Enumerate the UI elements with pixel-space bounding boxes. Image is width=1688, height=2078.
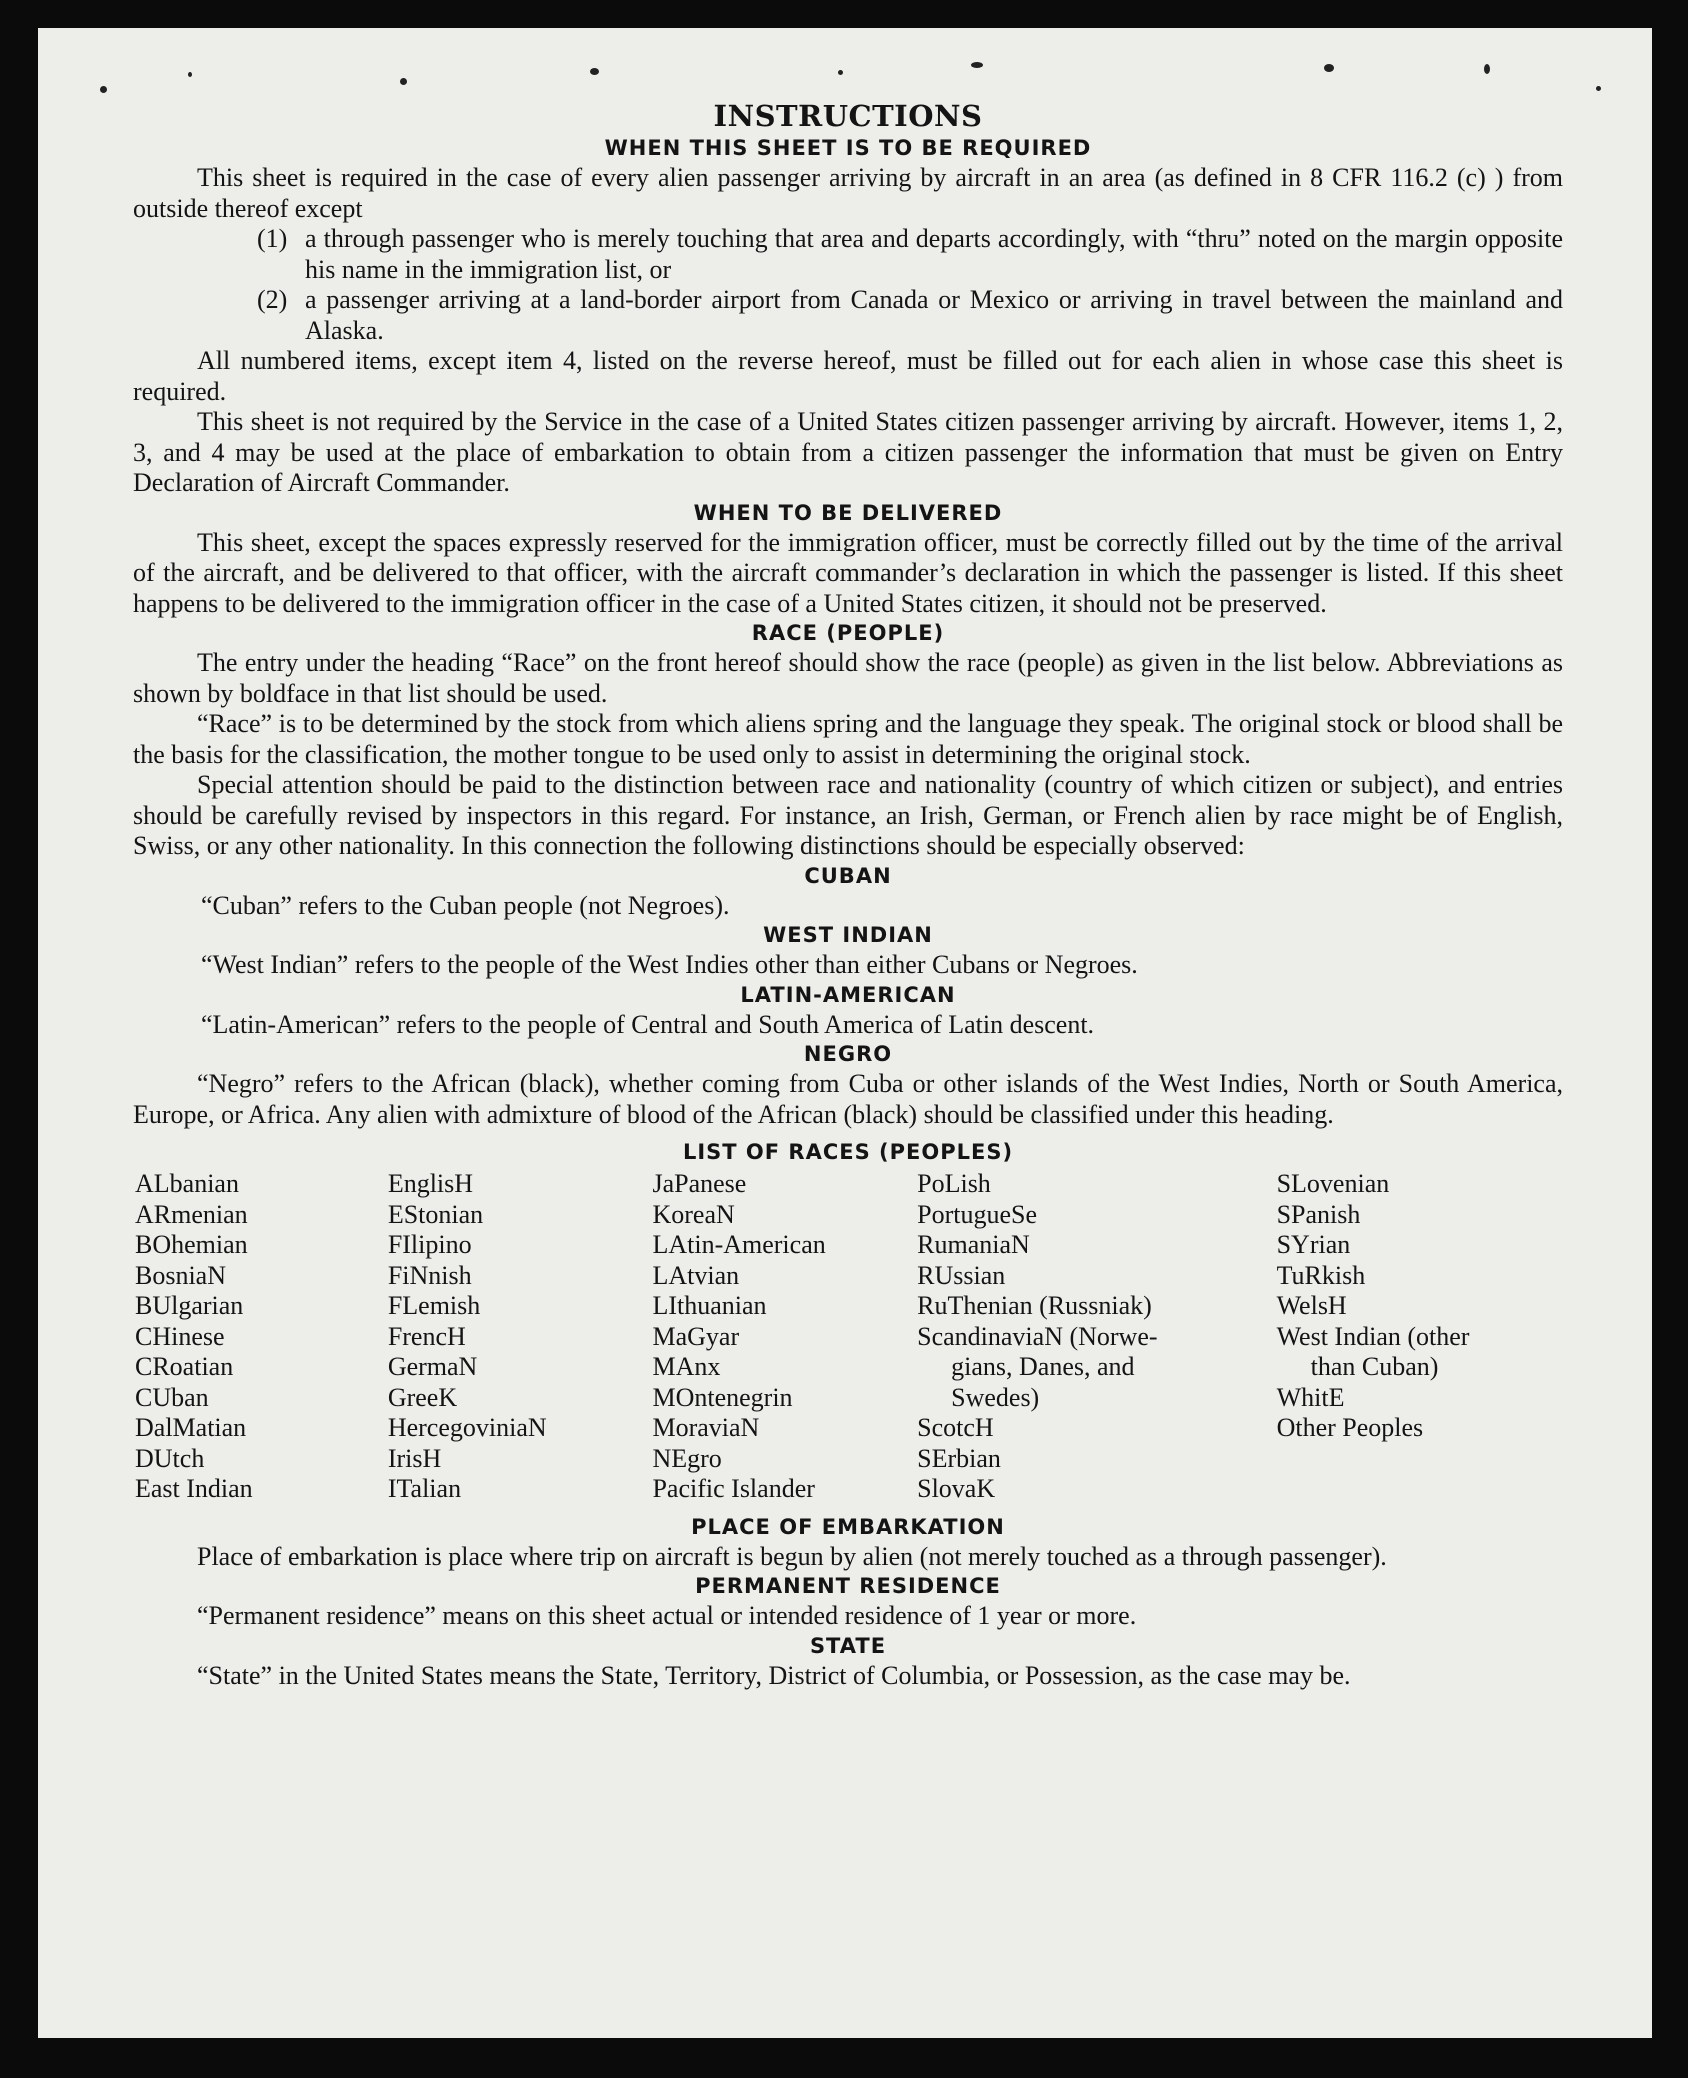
definition-latin-american: “Latin-American” refers to the people of Central and South America of Latin descent.: [201, 1009, 1095, 1039]
race-entry: HercegoviniaN: [387, 1413, 547, 1442]
race-entry: GreeK: [387, 1382, 458, 1412]
heading-when-delivered: WHEN TO BE DELIVERED: [693, 500, 1003, 525]
race-entry: FLemish: [387, 1291, 481, 1320]
race-entry: ScandinaviaN (Norwe-: [917, 1321, 1158, 1351]
ink-speck: [1484, 64, 1490, 74]
heading-negro: NEGRO: [803, 1042, 893, 1066]
race-entry: Pacific Islander: [652, 1474, 815, 1503]
heading-when-required: WHEN THIS SHEET IS TO BE REQUIRED: [604, 136, 1092, 160]
race-entry: DalMatian: [135, 1413, 247, 1442]
ink-speck: [590, 68, 599, 75]
race-entry: RuThenian (Russniak): [917, 1291, 1152, 1320]
heading-cuban: CUBAN: [804, 863, 892, 888]
race-entry: ARmenian: [135, 1199, 248, 1229]
race-entry: CHinese: [135, 1321, 225, 1351]
race-entry: FrencH: [387, 1321, 466, 1351]
race-entry: BosniaN: [135, 1260, 226, 1290]
race-entry: DUtch: [135, 1443, 205, 1473]
page-title: INSTRUCTIONS: [713, 99, 983, 133]
definition-permanent-residence: “Permanent residence” means on this sheet actual or intended residence of 1 year or more.: [197, 1601, 1137, 1630]
race-entry: JaPanese: [652, 1169, 747, 1198]
race-entry: BUlgarian: [135, 1291, 244, 1320]
race-entry: BOhemian: [135, 1230, 248, 1259]
heading-state: STATE: [809, 1633, 887, 1658]
race-entry-continued: Swedes): [951, 1382, 1040, 1412]
race-entry: MoraviaN: [652, 1413, 760, 1442]
definition-cuban: “Cuban” refers to the Cuban people (not Negroes).: [201, 890, 730, 920]
race-entry: WelsH: [1276, 1291, 1347, 1320]
race-column: [917, 1169, 1276, 1505]
race-entry: PortugueSe: [917, 1199, 1038, 1229]
race-entry: GermaN: [387, 1352, 478, 1381]
paragraph-numbered-items: All numbered items, except item 4, listed on the reverse hereof, must be filled out for each alien in whose case this sheet is required.: [133, 346, 1563, 406]
race-entry: RumaniaN: [917, 1230, 1030, 1259]
exception-text: a through passenger who is merely touching that area and departs accordingly, with “thru” noted on the margin opposite his name in the immigration list, or: [305, 224, 1563, 284]
race-entry: NEgro: [652, 1443, 722, 1473]
ink-speck: [838, 70, 843, 75]
race-entry: SlovaK: [917, 1474, 996, 1503]
race-entry: Other Peoples: [1276, 1413, 1424, 1442]
ink-speck: [1596, 86, 1601, 91]
definition-negro: “Negro” refers to the African (black), whether coming from Cuba or other islands of the West Indies, North or South America, Europe, or Africa. Any alien with admixture of blood of the African (black) should be classified under this heading.: [133, 1069, 1563, 1129]
race-entry: ALbanian: [135, 1169, 239, 1198]
ink-speck: [971, 62, 983, 68]
race-entry: MOntenegrin: [652, 1382, 793, 1412]
heading-list-of-races: LIST OF RACES (PEOPLES): [682, 1140, 1014, 1164]
race-entry: LAtvian: [652, 1260, 740, 1290]
heading-latin-american: LATIN-AMERICAN: [740, 982, 956, 1007]
ink-speck: [100, 86, 107, 93]
exception-number: (2): [257, 285, 288, 314]
paragraph-delivery: This sheet, except the spaces expressly reserved for the immigration officer, must be correctly filled out by the time of the arrival of the aircraft, and be delivered to that officer, with the aircraft commander’s declaration in which the passenger is listed. If this sheet happens to be delivered to the immigration officer in the case of a United States citizen, it should not be preserved.: [133, 527, 1563, 618]
race-column: [652, 1169, 917, 1505]
exception-item: [133, 224, 1563, 285]
race-entry: SErbian: [917, 1443, 1001, 1473]
race-column: [135, 1169, 388, 1505]
race-entry: LIthuanian: [652, 1291, 767, 1320]
race-entry: ITalian: [387, 1474, 462, 1503]
race-entry: LAtin-American: [652, 1230, 826, 1259]
race-entry: FiNnish: [387, 1260, 472, 1290]
heading-race: RACE (PEOPLE): [751, 621, 945, 645]
race-entry: KoreaN: [652, 1199, 735, 1229]
race-entry: ScotcH: [917, 1413, 994, 1442]
race-column: [388, 1169, 653, 1505]
exception-text: a passenger arriving at a land-border airport from Canada or Mexico or arriving in travel between the mainland and Alaska.: [305, 285, 1563, 345]
ink-speck: [400, 78, 407, 85]
paragraph-race-nationality: Special attention should be paid to the distinction between race and nationality (country of which citizen or subject), and entries should be carefully revised by inspectors in this regard. For instance, an Irish, German, or French alien by race might be of English, Swiss, or any other nationality. In this connection the following distinctions should be especially observed:: [133, 770, 1563, 860]
definition-state: “State” in the United States means the State, Territory, District of Columbia, or Possession, as the case may be.: [197, 1660, 1351, 1690]
instructions-content: [133, 98, 1563, 1691]
race-entry-continued: gians, Danes, and: [951, 1352, 1135, 1381]
definition-west-indian: “West Indian” refers to the people of the West Indies other than either Cubans or Negroes.: [201, 950, 1138, 979]
heading-place-of-embarkation: PLACE OF EMBARKATION: [691, 1514, 1005, 1539]
race-entry: WhitE: [1276, 1382, 1345, 1412]
paragraph-when-required-intro: This sheet is required in the case of every alien passenger arriving by aircraft in an area (as defined in 8 CFR 116.2 (c) ) from outside thereof except: [133, 163, 1563, 223]
race-list: [133, 1169, 1563, 1505]
race-entry: EStonian: [387, 1199, 484, 1229]
ink-speck: [188, 72, 192, 77]
definition-place-of-embarkation: Place of embarkation is place where trip on aircraft is begun by alien (not merely touched as a through passenger).: [197, 1541, 1387, 1571]
ink-speck: [1324, 64, 1334, 72]
exception-number: (1): [257, 224, 288, 253]
heading-permanent-residence: PERMANENT RESIDENCE: [695, 1574, 1001, 1598]
paragraph-citizen-passenger: This sheet is not required by the Service in the case of a United States citizen passenger arriving by aircraft. However, items 1, 2, 3, and 4 may be used at the place of embarkation to obtain from a citizen passenger the information that must be given on Entry Declaration of Aircraft Commander.: [133, 407, 1563, 497]
race-entry: RUssian: [917, 1260, 1006, 1290]
race-entry: West Indian (other: [1276, 1321, 1470, 1351]
race-entry: PoLish: [917, 1169, 991, 1198]
race-entry: MAnx: [652, 1352, 721, 1381]
race-entry: MaGyar: [652, 1321, 740, 1351]
race-entry: TuRkish: [1276, 1260, 1366, 1290]
exception-item: [133, 285, 1563, 346]
race-entry: SLovenian: [1276, 1169, 1390, 1198]
race-entry: SYrian: [1276, 1230, 1351, 1259]
document-sheet: [38, 28, 1652, 2038]
race-entry: East Indian: [135, 1474, 253, 1503]
race-entry: SPanish: [1276, 1199, 1361, 1229]
race-entry: EnglisH: [387, 1169, 474, 1198]
race-entry: FIlipino: [387, 1230, 472, 1259]
race-entry: CRoatian: [135, 1352, 234, 1381]
race-column: [1277, 1169, 1563, 1505]
paragraph-race-stock: “Race” is to be determined by the stock from which aliens spring and the language they speak. The original stock or blood shall be the basis for the classification, the mother tongue to be used only to assist in determining the original stock.: [133, 709, 1563, 769]
race-entry: CUban: [135, 1382, 209, 1412]
race-entry-continued: than Cuban): [1310, 1352, 1439, 1381]
paragraph-race-entry: The entry under the heading “Race” on the front hereof should show the race (people) as given in the list below. Abbreviations as shown by boldface in that list should be used.: [133, 648, 1563, 708]
heading-west-indian: WEST INDIAN: [763, 923, 933, 947]
race-entry: IrisH: [387, 1443, 442, 1473]
